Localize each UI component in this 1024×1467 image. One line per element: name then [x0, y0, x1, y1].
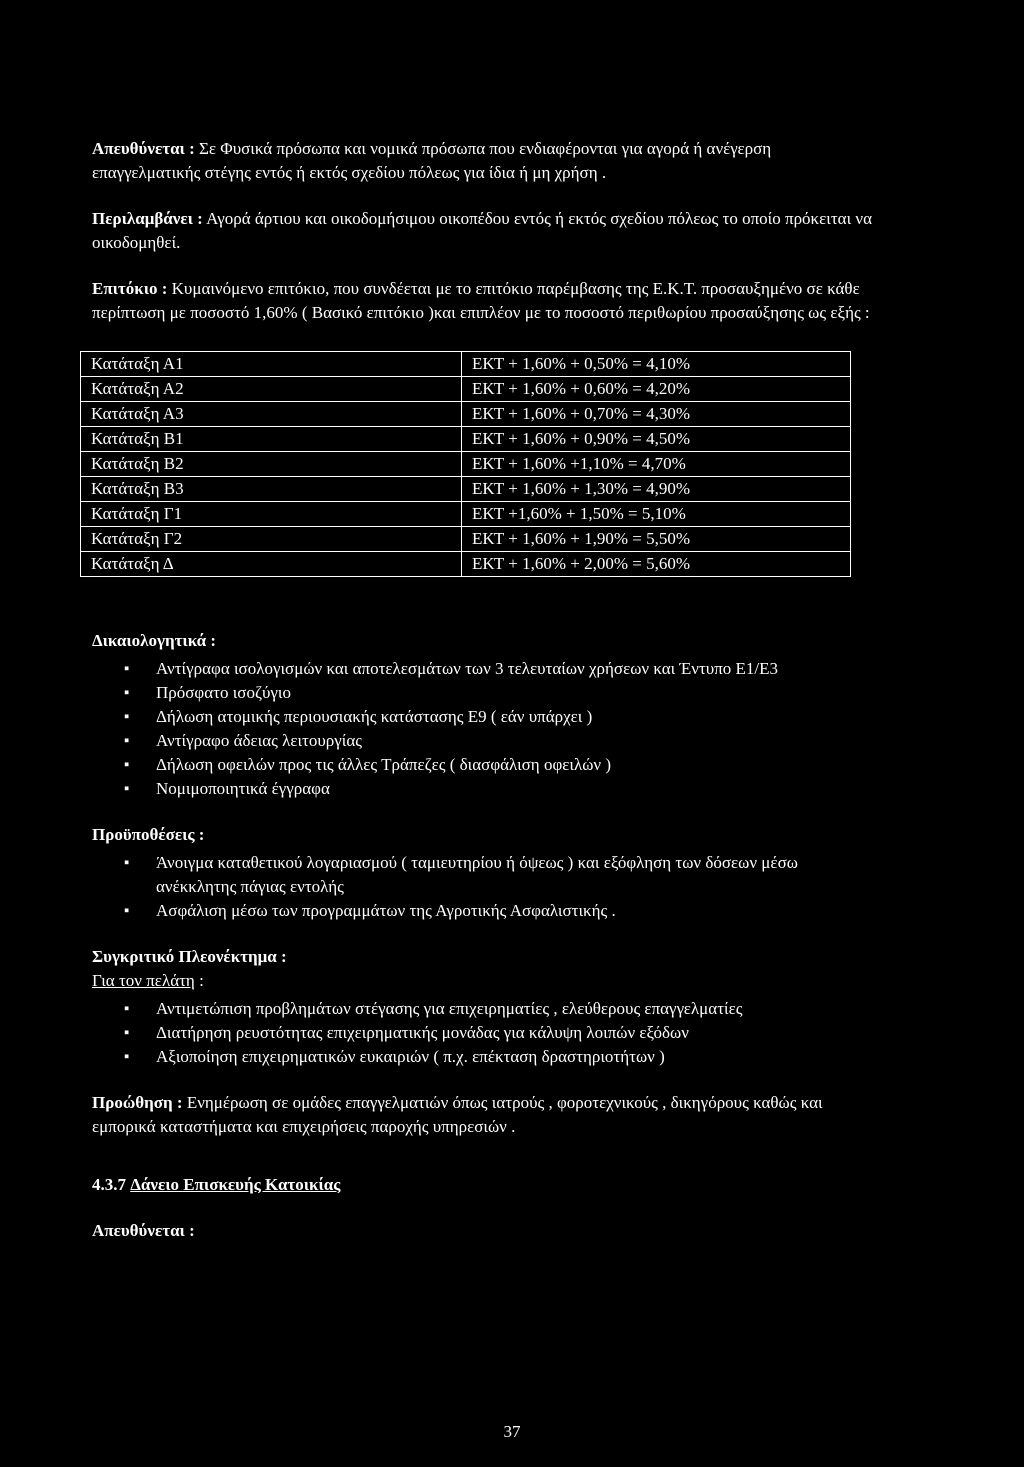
- list-item: ▪ Άνοιγμα καταθετικού λογαριασμού ( ταμιευτηρίου ή όψεως ) και εξόφληση των δόσεων μέσω ανέκκλητης πάγιας εντολής: [156, 851, 882, 899]
- table-row: [81, 427, 851, 452]
- rate-paragraph: [92, 277, 882, 325]
- section-number: 4.3.7: [92, 1175, 126, 1194]
- prerequisites-section: [92, 823, 882, 923]
- list-item: ▪ Νομιμοποιητικά έγγραφα: [156, 777, 882, 801]
- includes-label: Περιλαμβάνει :: [92, 209, 203, 228]
- list-item: ▪ Αντιμετώπιση προβλημάτων στέγασης για επιχειρηματίες , ελεύθερους επαγγελματίες: [156, 997, 882, 1021]
- advantage-section: [92, 945, 882, 1069]
- includes-paragraph: [92, 207, 882, 255]
- prerequisites-list: [92, 851, 882, 923]
- formula-cell: ΕΚΤ + 1,60% + 2,00% = 5,60%: [462, 552, 851, 577]
- page-number: 37: [503, 1422, 521, 1441]
- advantage-label: Συγκριτικό Πλεονέκτημα :: [92, 947, 287, 966]
- addressed-text: Σε Φυσικά πρόσωπα και νομικά πρόσωπα που ενδιαφέρονται για αγορά ή ανέγερση επαγγελματικής στέγης εντός ή εκτός σχεδίου πόλεως για ίδια ή μη χρήση .: [92, 139, 772, 182]
- table-row: [81, 452, 851, 477]
- list-item: ▪ Ασφάλιση μέσω των προγραμμάτων της Αγροτικής Ασφαλιστικής .: [156, 899, 882, 923]
- list-item: ▪ Δήλωση ατομικής περιουσιακής κατάστασης Ε9 ( εάν υπάρχει ): [156, 705, 882, 729]
- formula-cell: ΕΚΤ + 1,60% + 0,70% = 4,30%: [462, 402, 851, 427]
- category-cell: Κατάταξη Α3: [81, 402, 462, 427]
- table-row: [81, 552, 851, 577]
- advantage-list: [92, 997, 882, 1069]
- section-addressed: [92, 1219, 882, 1243]
- table-row: [81, 352, 851, 377]
- category-cell: Κατάταξη Α1: [81, 352, 462, 377]
- promotion-text: Ενημέρωση σε ομάδες επαγγελματιών όπως ιατρούς , φοροτεχνικούς , δικηγόρους καθώς και εμπορικά καταστήματα και επιχειρήσεις παροχής υπηρεσιών .: [92, 1093, 823, 1136]
- formula-cell: ΕΚΤ + 1,60% + 0,90% = 4,50%: [462, 427, 851, 452]
- section-addressed-label: Απευθύνεται :: [92, 1221, 195, 1240]
- formula-cell: ΕΚΤ + 1,60% + 0,50% = 4,10%: [462, 352, 851, 377]
- formula-cell: ΕΚΤ + 1,60% +1,10% = 4,70%: [462, 452, 851, 477]
- includes-text: Αγορά άρτιου και οικοδομήσιμου οικοπέδου εντός ή εκτός σχεδίου πόλεως το οποίο πρόκειται να οικοδομηθεί.: [92, 209, 872, 252]
- formula-cell: ΕΚΤ + 1,60% + 1,90% = 5,50%: [462, 527, 851, 552]
- category-cell: Κατάταξη Δ: [81, 552, 462, 577]
- table-row: [81, 527, 851, 552]
- category-cell: Κατάταξη Γ2: [81, 527, 462, 552]
- documents-label: Δικαιολογητικά :: [92, 631, 217, 650]
- promotion-paragraph: [92, 1091, 882, 1139]
- rate-text: Κυμαινόμενο επιτόκιο, που συνδέεται με το επιτόκιο παρέμβασης της Ε.Κ.Τ. προσαυξημένο σε κάθε περίπτωση με ποσοστό 1,60% ( Βασικό επιτόκιο )και επιπλέον με το ποσοστό περιθωρίου προσαύξησης ως εξής :: [92, 279, 870, 322]
- list-item: ▪ Αντίγραφα ισολογισμών και αποτελεσμάτων των 3 τελευταίων χρήσεων και Έντυπο Ε1/Ε3: [156, 657, 882, 681]
- list-item: ▪ Αντίγραφο άδειας λειτουργίας: [156, 729, 882, 753]
- addressed-label: Απευθύνεται :: [92, 139, 195, 158]
- document-body: [92, 137, 882, 1243]
- list-item: ▪ Πρόσφατο ισοζύγιο: [156, 681, 882, 705]
- list-item: ▪ Διατήρηση ρευστότητας επιχειρηματικής μονάδας για κάλυψη λοιπών εξόδων: [156, 1021, 882, 1045]
- prerequisites-label: Προϋποθέσεις :: [92, 825, 205, 844]
- category-cell: Κατάταξη Γ1: [81, 502, 462, 527]
- advantage-sublabel-colon: :: [194, 971, 204, 990]
- rate-label: Επιτόκιο :: [92, 279, 168, 298]
- addressed-paragraph: [92, 137, 882, 185]
- category-cell: Κατάταξη Β3: [81, 477, 462, 502]
- table-row: [81, 402, 851, 427]
- table-row: [81, 502, 851, 527]
- list-item: ▪ Αξιοποίηση επιχειρηματικών ευκαιριών ( π.χ. επέκταση δραστηριοτήτων ): [156, 1045, 882, 1069]
- category-cell: Κατάταξη Α2: [81, 377, 462, 402]
- section-title: Δάνειο Επισκευής Κατοικίας: [130, 1175, 341, 1194]
- formula-cell: ΕΚΤ + 1,60% + 1,30% = 4,90%: [462, 477, 851, 502]
- category-cell: Κατάταξη Β2: [81, 452, 462, 477]
- table-row: [81, 477, 851, 502]
- formula-cell: ΕΚΤ + 1,60% + 0,60% = 4,20%: [462, 377, 851, 402]
- documents-section: [92, 629, 882, 801]
- table-row: [81, 377, 851, 402]
- category-cell: Κατάταξη Β1: [81, 427, 462, 452]
- documents-list: [92, 657, 882, 801]
- promotion-label: Προώθηση :: [92, 1093, 183, 1112]
- rates-table: [80, 351, 851, 577]
- formula-cell: ΕΚΤ +1,60% + 1,50% = 5,10%: [462, 502, 851, 527]
- section-heading: [92, 1173, 882, 1197]
- list-item: ▪ Δήλωση οφειλών προς τις άλλες Τράπεζες ( διασφάλιση οφειλών ): [156, 753, 882, 777]
- advantage-sublabel: Για τον πελάτη: [92, 971, 195, 990]
